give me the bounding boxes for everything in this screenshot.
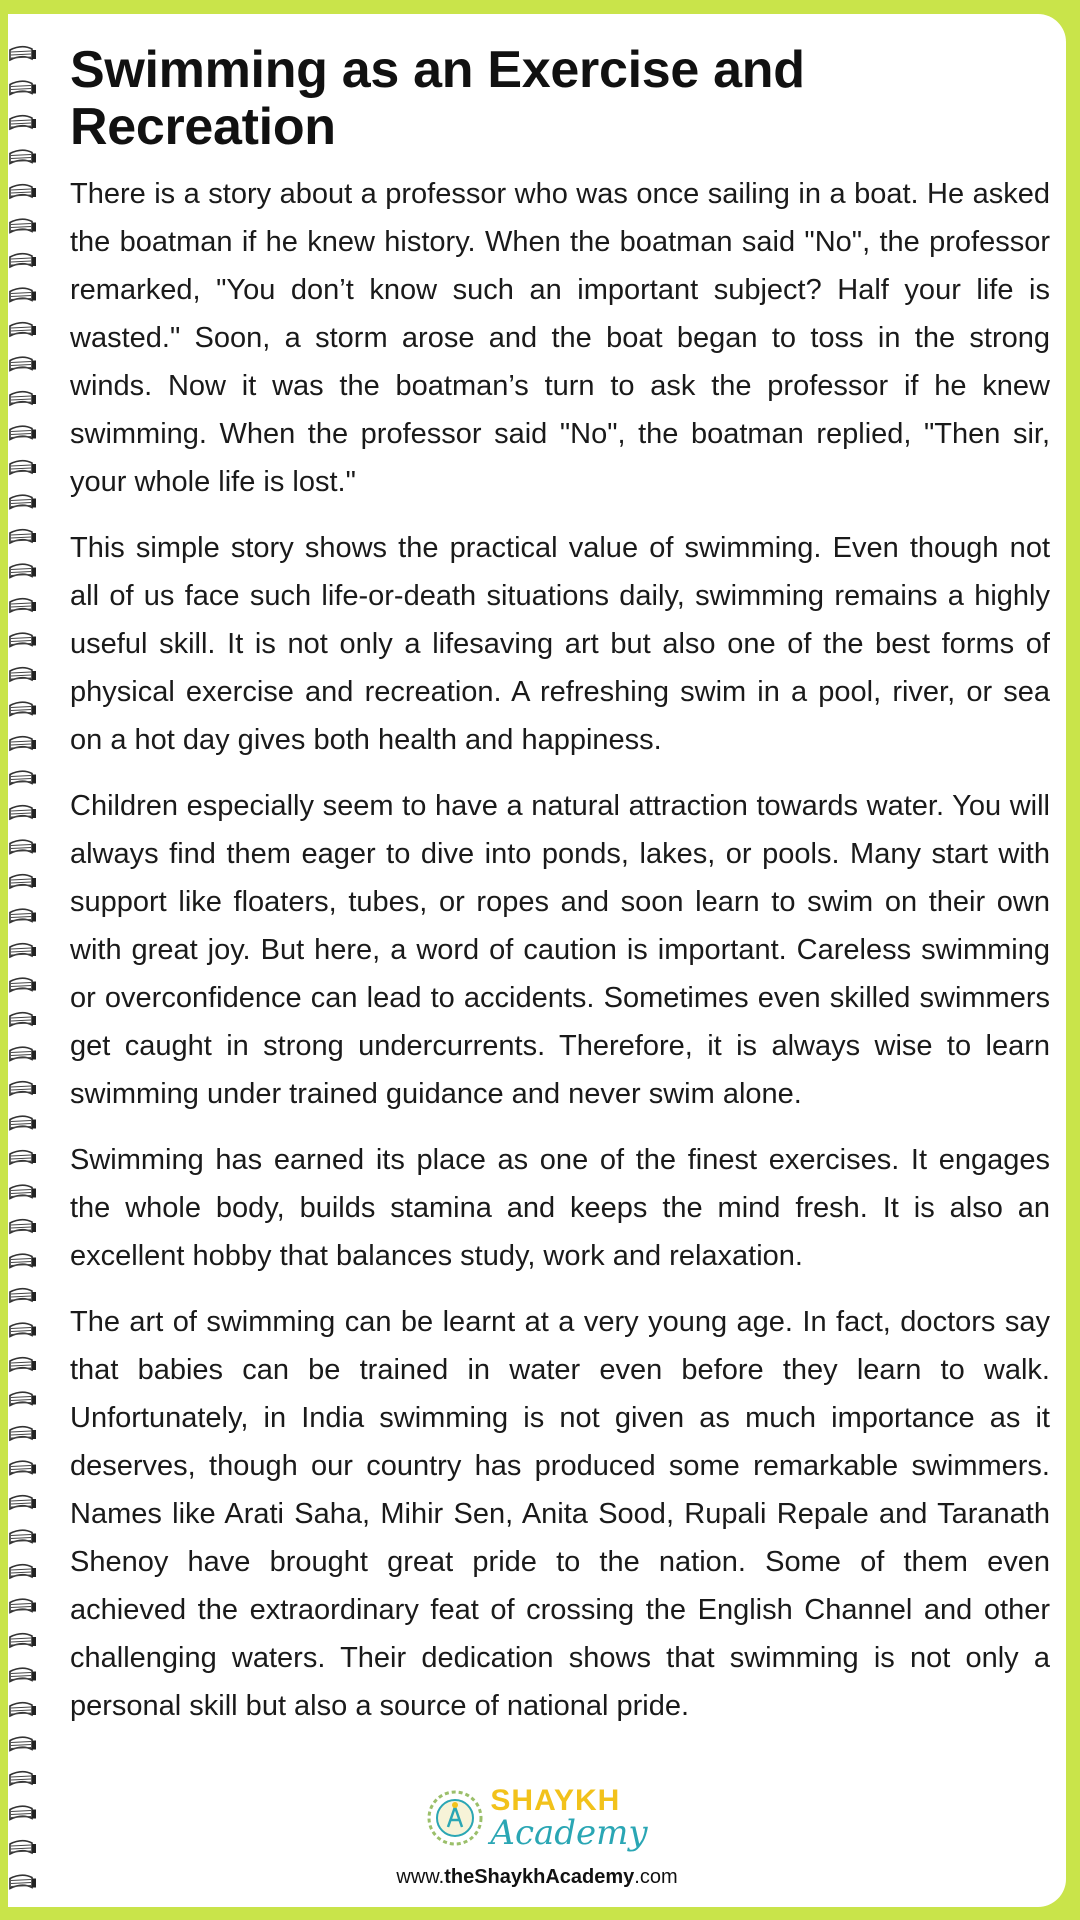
spiral-ring-icon [10,1151,36,1164]
spiral-ring-icon [10,47,36,60]
spiral-ring-icon [10,495,36,508]
spiral-ring-icon [10,81,36,94]
spiral-ring-icon [10,1599,36,1612]
spiral-ring-icon [10,150,36,163]
spiral-ring-icon [10,1082,36,1095]
spiral-ring-icon [10,771,36,784]
spiral-ring-icon [10,219,36,232]
brand-name-top: SHAYKH [490,1784,621,1817]
website-link[interactable] [8,1866,1066,1889]
paragraph-4: Swimming has earned its place as one of the finest exercises. It engages the whole body, builds stamina and keeps the mind fresh. It is also an excellent hobby that balances study, work and relaxation. [70,1144,1050,1273]
site-prefix: www. [396,1866,445,1888]
article [70,42,1050,1748]
spiral-ring-icon [10,1220,36,1233]
spiral-ring-icon [10,840,36,853]
spiral-ring-icon [10,1185,36,1198]
spiral-ring-icon [10,1289,36,1302]
brand-name-bottom: Academy [490,1813,648,1853]
spiral-ring-icon [10,1496,36,1509]
spiral-ring-icon [10,1668,36,1681]
spiral-ring-icon [10,461,36,474]
spiral-ring-icon [10,288,36,301]
spiral-ring-icon [10,530,36,543]
spiral-ring-icon [10,185,36,198]
spiral-ring-icon [10,1047,36,1060]
notebook-page [8,14,1066,1907]
spiral-ring-icon [10,1013,36,1026]
spiral-ring-icon [10,1358,36,1371]
spiral-ring-icon [10,1392,36,1405]
spiral-ring-icon [10,1772,36,1785]
spiral-ring-icon [10,944,36,957]
brand-logo [426,1784,648,1853]
spiral-ring-icon [10,702,36,715]
spiral-ring-icon [10,1530,36,1543]
spiral-ring-icon [10,1116,36,1129]
paragraph-5: The art of swimming can be learnt at a very young age. In fact, doctors say that babies can be trained in water even before they learn to walk. Unfortunately, in India swimming is not given as much importance as it deserves, though our country has produced some remarkable swimmers. Names like Arati Saha, Mihir Sen, Anita Sood, Rupali Repale and Taranath Shenoy have brought great pride to the nation. Some of them even achieved the extraordinary feat of crossing the English Channel and other challenging waters. Their dedication shows that swimming is not only a personal skill but also a source of national pride. [70,1306,1050,1723]
spiral-ring-icon [10,564,36,577]
spiral-ring-icon [10,633,36,646]
spiral-ring-icon [10,668,36,681]
spiral-ring-icon [10,875,36,888]
spiral-ring-icon [10,1461,36,1474]
spiral-ring-icon [10,116,36,129]
spiral-ring-icon [10,737,36,750]
spiral-ring-icon [10,599,36,612]
spiral-ring-icon [10,1323,36,1336]
spiral-ring-icon [10,1634,36,1647]
site-name: theShaykhAcademy [444,1866,635,1888]
paragraph-3: Children especially seem to have a natural attraction towards water. You will always find them eager to dive into ponds, lakes, or pools. Many start with support like floaters, tubes, or ropes and soon learn to swim on their own with great joy. But here, a word of caution is important. Careless swimming or overconfidence can lead to accidents. Sometimes even skilled swimmers get caught in strong undercurrents. Therefore, it is always wise to learn swimming under trained guidance and never swim alone. [70,790,1050,1111]
spiral-ring-icon [10,357,36,370]
spiral-ring-icon [10,1703,36,1716]
spiral-ring-icon [10,392,36,405]
site-suffix: .com [634,1866,678,1888]
spiral-ring-icon [10,978,36,991]
spiral-ring-icon [10,1254,36,1267]
paragraph-1: There is a story about a professor who was once sailing in a boat. He asked the boatman if he knew history. When the boatman said "No", the professor remarked, "You don’t know such an important subject? Half your life is wasted." Soon, a storm arose and the boat began to toss in the strong winds. Now it was the boatman’s turn to ask the professor if he knew swimming. When the professor said "No", the boatman replied, "Then sir, your whole life is lost." [70,178,1050,499]
spiral-ring-icon [10,426,36,439]
paragraph-2: This simple story shows the practical value of swimming. Even though not all of us face such life-or-death situations daily, swimming remains a highly useful skill. It is not only a lifesaving art but also one of the best forms of physical exercise and recreation. A refreshing swim in a pool, river, or sea on a hot day gives both health and happiness. [70,532,1050,757]
footer [8,1786,1066,1889]
spiral-ring-icon [10,1737,36,1750]
spiral-ring-icon [10,1565,36,1578]
spiral-ring-icon [10,323,36,336]
spiral-ring-icon [10,806,36,819]
page-title: Swimming as an Exercise and Recreation [70,41,805,157]
academy-logo-icon [426,1789,484,1847]
spiral-binding-icon [8,30,38,1900]
spiral-ring-icon [10,1427,36,1440]
spiral-ring-icon [10,909,36,922]
spiral-ring-icon [10,254,36,267]
